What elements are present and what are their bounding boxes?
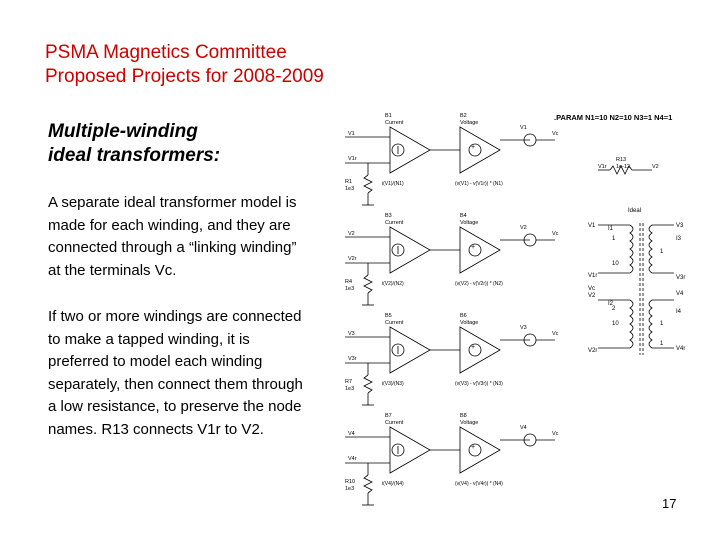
ideal-right-turns: 1 [660,321,664,327]
input-bottom-label: V1r [348,156,357,162]
resistor-zigzag [364,475,372,493]
r13-left-label: V1r [598,164,607,170]
page-number: 17 [662,496,677,511]
resistor-zigzag [364,375,372,393]
sense-label: V2 [520,225,527,231]
ideal-terminal-label: I3 [676,236,682,242]
winding-coil [630,300,633,348]
voltage-block-type: Voltage [460,420,479,426]
voltage-block-name: B8 [460,413,467,419]
voltage-block-triangle [460,327,500,373]
ideal-left-label: V1r [588,273,598,279]
ideal-right-label: V4 [676,291,684,297]
winding-coil [649,225,652,273]
current-block-type: Current [385,220,404,226]
voltage-block-name: B2 [460,113,467,119]
output-label: Vc [552,131,559,137]
voltage-block-name: B4 [460,213,467,219]
ideal-terminal-label: I2 [608,301,614,307]
ideal-left-turns: 10 [612,321,619,327]
title-line-1: PSMA Magnetics Committee [45,42,287,63]
ideal-terminal-label: I4 [676,309,682,315]
transformer-schematic [330,105,705,525]
voltage-plus-sign: + [471,144,476,151]
current-block-name: B7 [385,413,392,419]
input-top-label: V1 [348,131,355,137]
ideal-left-label: Vc [588,286,596,292]
output-label: Vc [552,331,559,337]
voltage-plus-sign: + [471,344,476,351]
param-label: .PARAM N1=10 N2=10 N3=1 N4=1 [554,113,673,122]
current-block-name: B5 [385,313,392,319]
current-block-name: B3 [385,213,392,219]
slide-subtitle [48,120,220,168]
resistor-name: R10 [345,479,356,485]
resistor-name: R7 [345,379,353,385]
ideal-title: Ideal [628,208,642,214]
sense-label: V1 [520,125,527,131]
input-top-label: V2 [348,231,355,237]
current-block-type: Current [385,320,404,326]
resistor-name: R4 [345,279,353,285]
ideal-transformer [588,208,685,355]
title-line-2: Proposed Projects for 2008-2009 [45,66,324,87]
subtitle-line-2: ideal transformers: [48,145,221,166]
current-block-type: Current [385,420,404,426]
slide-title [45,41,324,89]
winding-coil [630,225,633,273]
voltage-expression: (v(V1) - v(V1r)) * (N1) [455,181,503,187]
input-top-label: V3 [348,331,355,337]
current-block-triangle [390,427,430,473]
winding-stage [345,413,559,505]
current-block-triangle [390,227,430,273]
resistor-zigzag [364,275,372,293]
voltage-plus-sign: + [471,444,476,451]
current-expression: i(V2)/(N2) [382,281,404,287]
r13-value: 1e-12 [616,164,631,170]
input-bottom-label: V2r [348,256,357,262]
ideal-left-label: V2 [588,293,596,299]
current-block-type: Current [385,120,404,126]
output-label: Vc [552,231,559,237]
paragraph-linking-winding: A separate ideal transformer model is made for each winding, and they are connected through a “linking winding” at the terminals Vc. [48,194,297,279]
winding-stages [345,113,559,505]
voltage-block-triangle [460,227,500,273]
resistor-value: 1e3 [345,186,355,192]
resistor-value: 1e3 [345,386,355,392]
voltage-expression: (v(V3) - v(V3r)) * (N3) [455,381,503,387]
voltage-block-triangle [460,127,500,173]
voltage-expression: (v(V4) - v(V4r)) * (N4) [455,481,503,487]
voltage-expression: (v(V2) - v(V2r)) * (N2) [455,281,503,287]
output-label: Vc [552,431,559,437]
ideal-right-label: V3 [676,223,684,229]
voltage-block-type: Voltage [460,120,479,126]
resistor-value: 1e3 [345,286,355,292]
winding-stage [345,313,559,405]
ideal-left-turns: 10 [612,261,619,267]
current-block-triangle [390,127,430,173]
winding-stage [345,213,559,305]
voltage-block-type: Voltage [460,220,479,226]
voltage-block-name: B6 [460,313,467,319]
voltage-block-type: Voltage [460,320,479,326]
ideal-left-label: V1 [588,223,596,229]
winding-coil [649,300,652,348]
sense-label: V3 [520,325,527,331]
voltage-block-triangle [460,427,500,473]
resistor-value: 1e3 [345,486,355,492]
current-expression: i(V1)/(N1) [382,181,404,187]
sense-label: V4 [520,425,527,431]
r13-right-label: V2 [652,164,659,170]
input-bottom-label: V4r [348,456,357,462]
current-expression: i(V3)/(N3) [382,381,404,387]
winding-stage [345,113,559,205]
ideal-right-label: V4r [676,346,686,352]
current-block-triangle [390,327,430,373]
current-expression: i(V4)/(N4) [382,481,404,487]
paragraph-tapped-winding: If two or more windings are connected to make a tapped winding, it is preferred to model each winding separately, then connect them through a low resistance, to preserve the node names. R13 connects V1r to V2. [48,308,303,438]
ideal-left-turns: 2 [612,306,616,312]
ideal-right-label: V3r [676,275,686,281]
input-bottom-label: V3r [348,356,357,362]
ideal-left-turns: 1 [612,236,616,242]
ideal-terminal-label: I1 [608,226,614,232]
subtitle-line-1: Multiple-winding [48,121,198,142]
ideal-right-turns: 1 [660,249,664,255]
input-top-label: V4 [348,431,355,437]
r13-name: R13 [616,157,627,163]
resistor-zigzag [364,175,372,193]
ideal-left-label: V2r [588,348,598,354]
resistor-name: R1 [345,179,353,185]
current-block-name: B1 [385,113,392,119]
voltage-plus-sign: + [471,244,476,251]
ideal-right-turns: 1 [660,341,664,347]
